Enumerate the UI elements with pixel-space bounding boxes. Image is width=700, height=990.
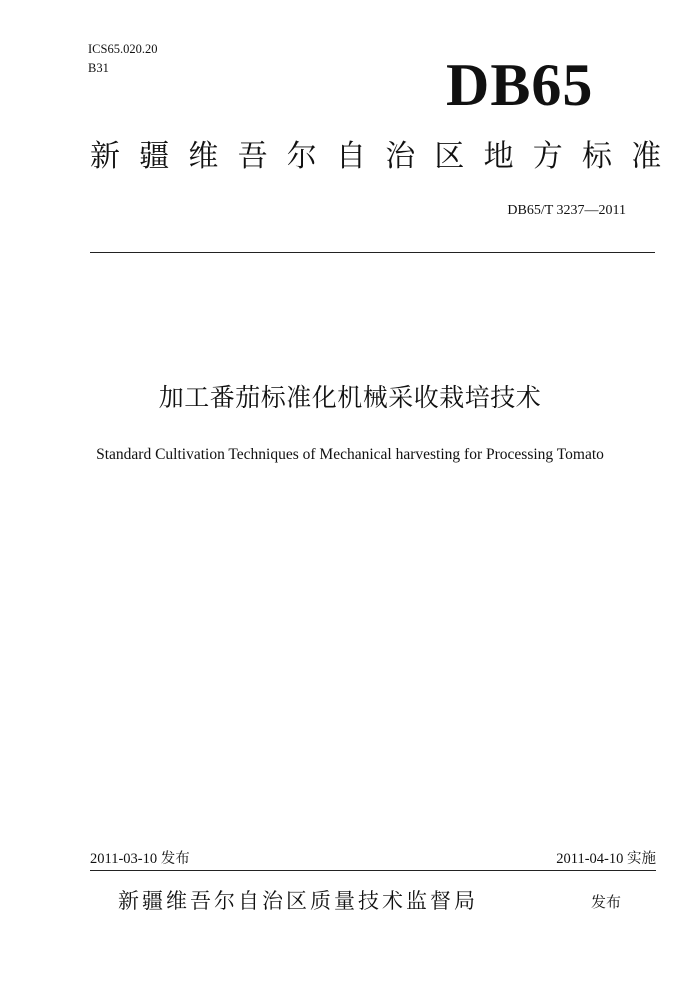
standard-number: DB65/T 3237—2011 <box>507 203 626 218</box>
document-title-english: Standard Cultivation Techniques of Mechanical harvesting for Processing Tomato <box>96 446 604 463</box>
publisher-name: 新疆维吾尔自治区质量技术监督局 <box>118 889 478 913</box>
db-mark: DB65 <box>446 52 594 118</box>
header-divider <box>90 252 655 253</box>
footer-divider <box>90 870 656 871</box>
category-code: B31 <box>88 61 109 75</box>
implementation-date: 2011-04-10 实施 <box>556 851 656 867</box>
ics-code: ICS65.020.20 <box>88 42 158 56</box>
standard-type-title: 新疆维吾尔自治区地方标准 <box>90 139 681 174</box>
publisher-suffix: 发布 <box>591 893 622 911</box>
document-title-chinese: 加工番茄标准化机械采收栽培技术 <box>158 383 542 412</box>
issue-date: 2011-03-10 发布 <box>90 851 190 867</box>
